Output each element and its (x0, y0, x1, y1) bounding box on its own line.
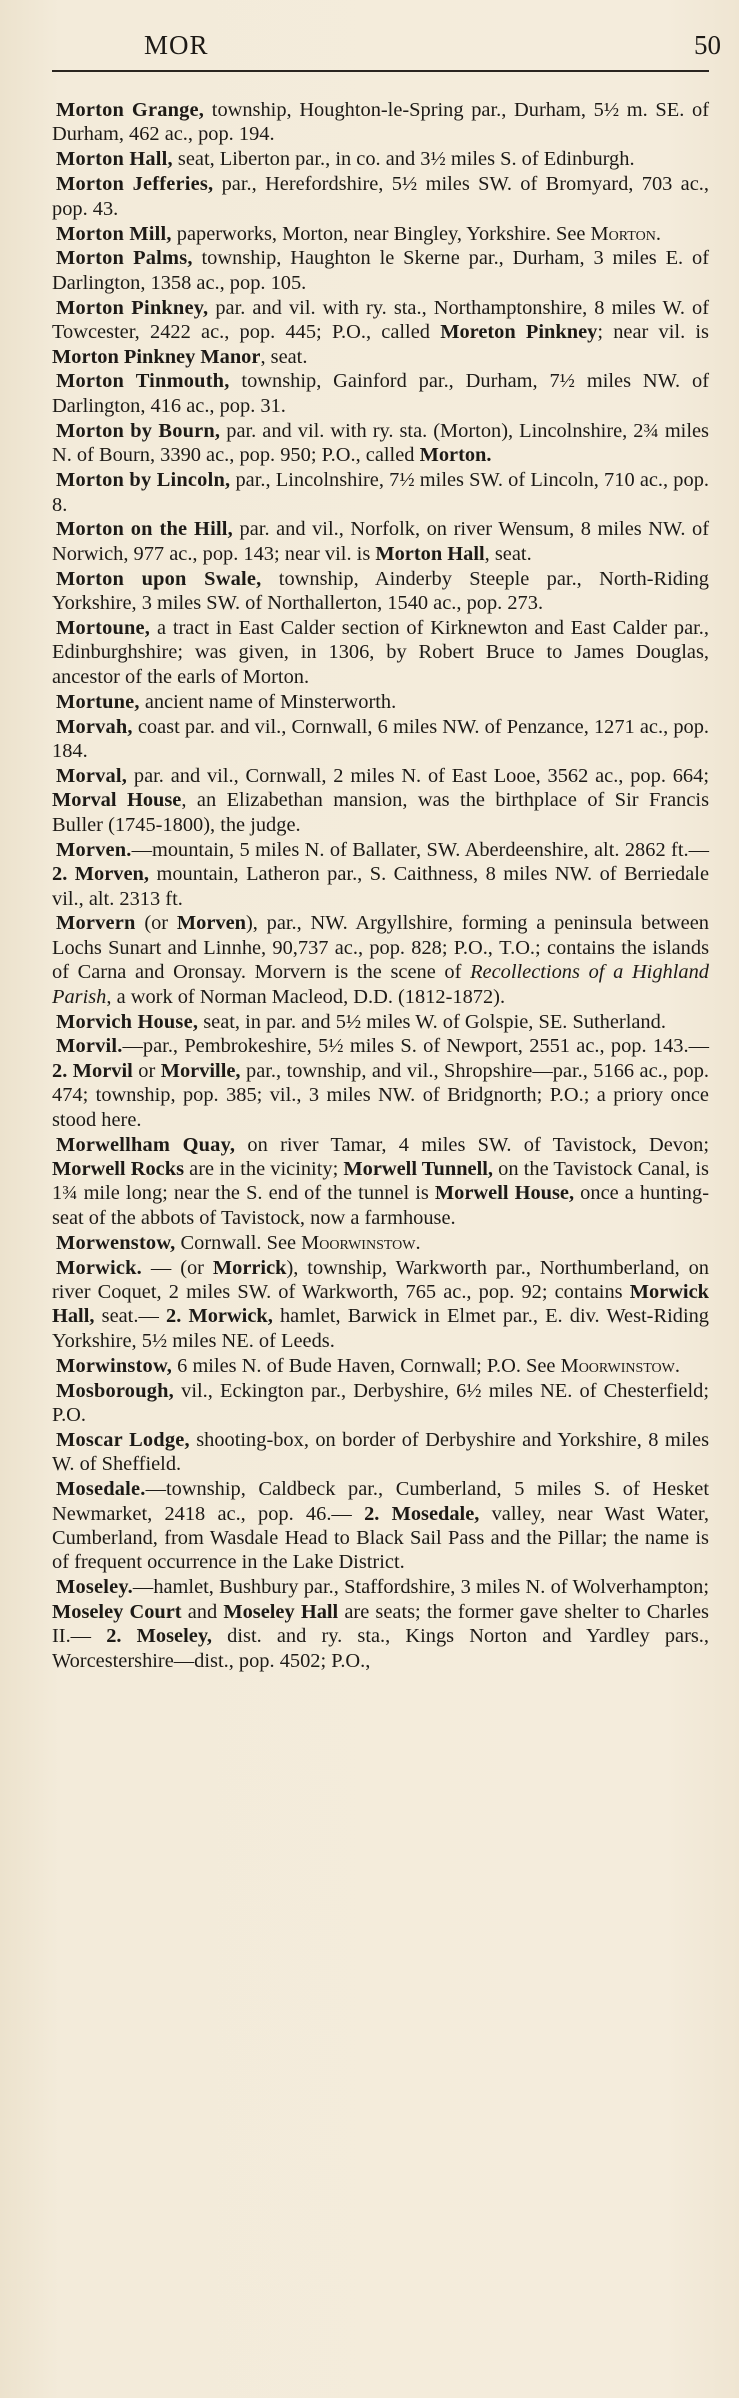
entry-headword: Morwick. (56, 1256, 142, 1279)
gazetteer-entry (52, 1256, 709, 1354)
entry-headword: Morwellham Quay, (56, 1133, 236, 1156)
entry-headword: Moscar Lodge, (56, 1428, 190, 1451)
gazetteer-entry (52, 1428, 709, 1477)
entry-text: coast par. and vil., Cornwall, 6 miles NW. of Penzance, 1271 ac., pop. 184. (52, 715, 709, 763)
place-reference: Morrick (212, 1256, 287, 1279)
gazetteer-entry (52, 1034, 709, 1132)
entry-headword: Morton Hall, (56, 148, 173, 171)
italic-title: Recollections of a Highland Parish (52, 961, 709, 1008)
entry-text: vil., Eckington par., Derbyshire, 6½ miles NE. of Chesterfield; (173, 1379, 709, 1402)
entry-text: . (655, 222, 661, 245)
small-caps-text: Morton (590, 222, 656, 245)
small-caps-text: P.O. (331, 321, 366, 344)
entry-headword: Morvah, (56, 715, 133, 738)
entry-headword: Morton Mill, (56, 222, 172, 245)
place-reference: Moseley Court (52, 1600, 182, 1623)
entry-headword: Morton on the Hill, (56, 518, 233, 541)
entry-text: ; near vil. is (597, 321, 709, 344)
entry-text: ; a priory once stood here. (52, 1084, 709, 1131)
gazetteer-entry (52, 517, 709, 566)
entry-headword: Mosborough, (56, 1379, 174, 1402)
entry-text: , an Elizabethan mansion, was the birthplace of Sir Francis Buller (1745-1800), the judge. (52, 789, 710, 836)
entry-text: township, Gainford par., Durham, 7½ miles NW. of Darlington, 416 ac., pop. 31. (52, 370, 709, 417)
entry-text: township, Haughton le Skerne par., Durham, 3 miles E. of Darlington, 1358 ac., pop. 105. (52, 247, 709, 294)
entry-text: par. and vil., Cornwall, 2 miles N. of East Looe, 3562 ac., pop. 664; (127, 764, 709, 787)
gazetteer-entries (52, 98, 709, 1673)
entry-headword: Morwinstow, (56, 1354, 173, 1377)
gazetteer-entry (52, 1379, 709, 1428)
place-reference: Morven (176, 912, 246, 935)
place-reference: Morwell House, (434, 1182, 575, 1205)
entry-text: mountain, Latheron par., S. Caithness, 8 miles NW. of Berriedale vil., alt. 2313 ft. (52, 863, 709, 910)
small-caps-text: P.O. (321, 444, 356, 467)
small-caps-text: P.O. (52, 1404, 86, 1427)
gazetteer-entry (52, 838, 709, 911)
small-caps-text: P.O. (549, 1084, 584, 1107)
entry-text: township, Houghton-le-Spring par., Durham, 5½ m. SE. of Durham, 462 ac., pop. 194. (52, 99, 709, 146)
entry-text: 6 miles N. of Bude Haven, Cornwall; (172, 1354, 487, 1377)
entry-text: on river Tamar, 4 miles SW. of Tavistock, Devon; (235, 1133, 709, 1156)
entry-text: (or (135, 912, 177, 935)
entry-headword: Morton Jefferies, (56, 173, 214, 196)
entry-text: —mountain, 5 miles N. of Ballater, SW. Aberdeenshire, alt. 2862 ft.— (131, 838, 709, 861)
entry-text: . (674, 1354, 680, 1377)
running-head (52, 0, 721, 72)
gazetteer-entry (52, 246, 709, 295)
place-reference: Morwell Tunnell, (343, 1157, 494, 1180)
place-reference: Morton Pinkney Manor (52, 345, 261, 368)
entry-text: Cornwall. See (175, 1231, 302, 1254)
entry-text: par., township, and vil., Shropshire—par., 5166 ac., pop. 474; township, pop. 385; vil., 3 miles NW. of Bridgnorth; (52, 1059, 709, 1107)
entry-headword: Morval, (56, 764, 128, 787)
entry-headword: Morvich House, (56, 1010, 199, 1033)
entry-text: ancient name of Minsterworth. (139, 690, 397, 713)
gazetteer-entry (52, 369, 709, 418)
entry-text: par., Herefordshire, 5½ miles SW. of Bromyard, 703 ac., pop. 43. (52, 173, 709, 220)
gazetteer-entry (52, 1477, 709, 1575)
place-reference: 2. Morvil (52, 1059, 133, 1082)
entry-text: , (487, 936, 500, 959)
gazetteer-entry (52, 468, 709, 517)
place-reference: Morwell Rocks (52, 1157, 184, 1180)
place-reference: 2. Moseley, (106, 1625, 212, 1648)
entry-text: are seats; the former gave shelter to Charles II.— (52, 1600, 709, 1648)
entry-text: seat, Liberton par., in co. and 3½ miles S. of Edinburgh. (172, 148, 635, 171)
entry-headword: Mortoune, (56, 617, 151, 640)
entry-headword: Morton Pinkney, (56, 296, 209, 319)
entry-headword: Mosedale. (56, 1478, 146, 1501)
place-reference: Moseley Hall (223, 1600, 339, 1623)
gazetteer-entry (52, 222, 709, 246)
entry-headword: Morton by Bourn, (56, 419, 221, 442)
entry-headword: Morvil. (56, 1035, 123, 1058)
entry-headword: Morton Tinmouth, (56, 370, 230, 393)
entry-text: —township, Caldbeck par., Cumberland, 5 miles S. of Hesket Newmarket, 2418 ac., pop. 46.— (52, 1478, 709, 1525)
entry-headword: Morvern (56, 912, 136, 935)
entry-text: a tract in East Calder section of Kirknewton and East Calder par., Edinburghshire; was given, in 1306, by Robert Bruce to James Douglas, ancestor of the earls of Morton. (52, 617, 709, 688)
gazetteer-entry (52, 1133, 709, 1231)
entry-text: shooting-box, on border of Derbyshire and Yorkshire, 8 miles W. of Sheffield. (52, 1428, 710, 1476)
entry-text: once a hunting-seat of the abbots of Tavistock, now a farmhouse. (52, 1182, 709, 1229)
place-reference: Morwick Hall, (52, 1281, 709, 1328)
small-caps-text: Moorwinstow (560, 1354, 675, 1377)
place-reference: Morton. (419, 444, 492, 467)
entry-headword: Morton Palms, (56, 247, 193, 270)
entry-text: ; contains the islands of Carna and Oronsay. Morvern is the scene of (52, 936, 710, 984)
entry-text: on the Tavistock Canal, is 1¾ mile long; near the S. end of the tunnel is (52, 1157, 709, 1205)
place-reference: 2. Morwick, (166, 1305, 273, 1328)
entry-headword: Moseley. (56, 1576, 133, 1599)
entry-text: hamlet, Barwick in Elmet par., E. div. West-Riding Yorkshire, 5½ miles NE. of Leeds. (52, 1305, 709, 1352)
entry-text: , seat. (260, 345, 308, 368)
gazetteer-entry (52, 98, 709, 147)
entry-text: . See (515, 1354, 561, 1377)
small-caps-text: P.O. (331, 1649, 366, 1672)
entry-headword: Morven. (56, 838, 132, 861)
page-number: 50 (694, 30, 721, 60)
entry-text: and (181, 1600, 224, 1623)
place-reference: Morville, (160, 1059, 241, 1082)
entry-text: ), township, Warkworth par., Northumberland, on river Coquet, 2 miles SW. of Warkworth, 765 ac., pop. 92; contains (52, 1256, 709, 1303)
entry-text: are in the vicinity; (184, 1157, 344, 1180)
entry-text: par. and vil., Norfolk, on river Wensum, 8 miles NW. of Norwich, 977 ac., pop. 143; near vil. is (52, 518, 709, 565)
entry-headword: Morton Grange, (56, 99, 205, 121)
entry-text: seat, in par. and 5½ miles W. of Golspie, SE. Sutherland. (198, 1010, 666, 1033)
entry-text: —par., Pembrokeshire, 5½ miles S. of Newport, 2551 ac., pop. 143.— (122, 1035, 709, 1058)
place-reference: 2. Morven, (52, 863, 149, 886)
entry-headword: Morwenstow, (56, 1231, 176, 1254)
entry-text: township, Ainderby Steeple par., North-Riding Yorkshire, 3 miles SW. of Northallerton, 1540 ac., pop. 273. (52, 567, 710, 615)
entry-text: seat.— (94, 1305, 166, 1328)
gazetteer-entry (52, 764, 709, 837)
gazetteer-entry (52, 1575, 709, 1673)
gazetteer-entry (52, 147, 709, 171)
gazetteer-entry (52, 715, 709, 764)
place-reference: Morton Hall (375, 542, 485, 565)
small-caps-text: P.O (486, 1354, 516, 1377)
gazetteer-entry (52, 1354, 709, 1378)
place-reference: Moreton Pinkney (440, 321, 598, 344)
entry-text: —hamlet, Bushbury par., Staffordshire, 3 miles N. of Wolverhampton; (132, 1576, 709, 1599)
gazetteer-entry (52, 1010, 709, 1034)
entry-text: , a work of Norman Macleod, D.D. (1812-1872). (106, 985, 506, 1008)
entry-headword: Morton by Lincoln, (56, 469, 231, 492)
entry-text: dist. and ry. sta., Kings Norton and Yardley pars., Worcestershire—dist., pop. 4502; (52, 1625, 709, 1672)
gazetteer-entry (52, 911, 709, 1009)
entry-headword: Morton upon Swale, (56, 567, 262, 590)
gazetteer-entry (52, 172, 709, 221)
gazetteer-entry (52, 419, 709, 468)
entry-text: , (365, 1649, 371, 1672)
gazetteer-entry (52, 296, 709, 369)
running-head-word: MOR (144, 30, 209, 60)
place-reference: Morval House (52, 789, 182, 812)
entry-text: par., Lincolnshire, 7½ miles SW. of Lincoln, 710 ac., pop. 8. (52, 469, 709, 516)
entry-text: . (415, 1231, 421, 1254)
entry-text: or (132, 1059, 161, 1082)
entry-text: , called (365, 321, 441, 344)
gazetteer-entry (52, 616, 709, 689)
small-caps-text: P.O. (453, 936, 488, 959)
place-reference: 2. Mosedale, (364, 1502, 480, 1525)
entry-text: valley, near Wast Water, Cumberland, from Wasdale Head to Black Sail Pass and the Pillar; the name is of frequent occurrence in the Lake District. (52, 1502, 709, 1574)
entry-text: par. and vil. with ry. sta. (Morton), Lincolnshire, 2¾ miles N. of Bourn, 3390 ac., pop. 950; (52, 419, 709, 467)
entry-text: — (or (141, 1256, 213, 1279)
entry-headword: Mortune, (56, 690, 140, 713)
gazetteer-entry (52, 690, 709, 714)
gazetteer-entry (52, 1231, 709, 1255)
small-caps-text: Moorwinstow (301, 1231, 416, 1254)
entry-text: par. and vil. with ry. sta., Northamptonshire, 8 miles W. of Towcester, 2422 ac., pop. 445; (52, 296, 709, 344)
entry-text: paperworks, Morton, near Bingley, Yorkshire. See (171, 222, 591, 245)
gazetteer-entry (52, 567, 709, 616)
entry-text: , seat. (484, 542, 532, 565)
small-caps-text: T.O. (499, 936, 536, 959)
entry-text: , called (355, 444, 420, 467)
entry-text: ), par., NW. Argyllshire, forming a peninsula between Lochs Sunart and Linnhe, 90,737 ac., pop. 828; (52, 912, 709, 959)
